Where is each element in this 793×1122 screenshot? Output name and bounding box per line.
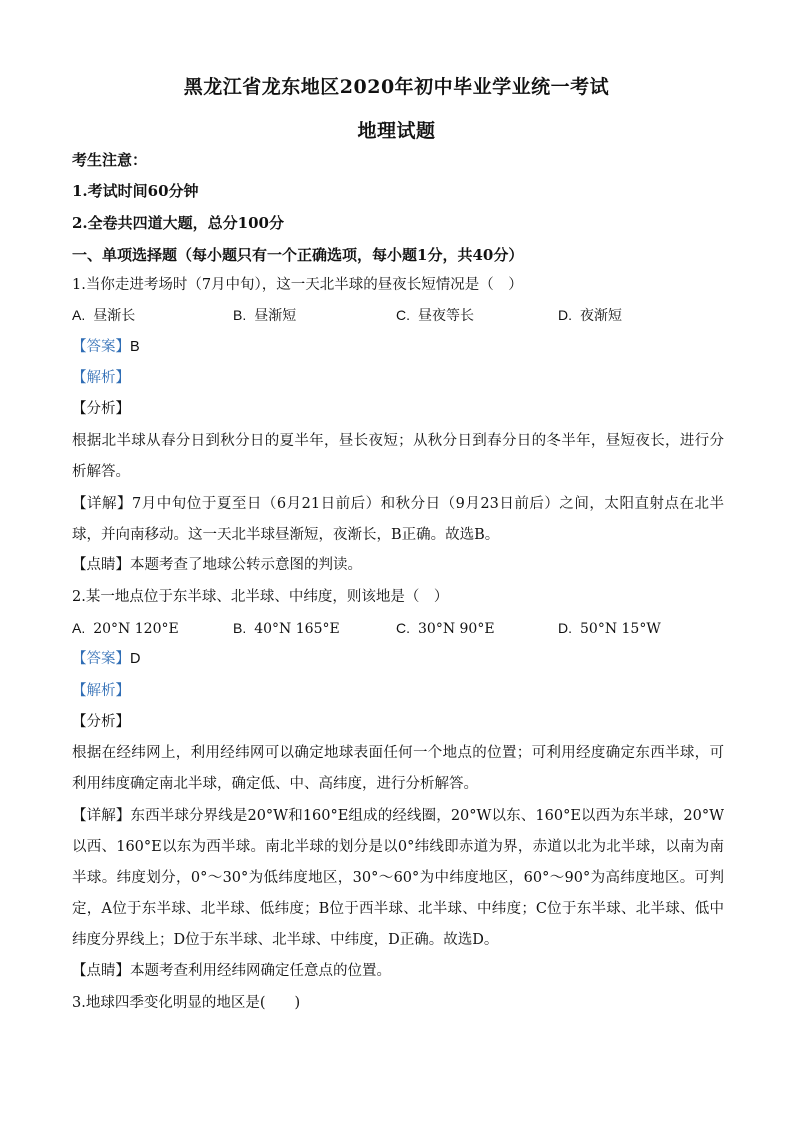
exam-subtitle: 地理试题 xyxy=(357,120,436,142)
q1-option-b: B. 昼渐短 xyxy=(233,307,297,324)
notice-item-1: 1.考试时间60分钟 xyxy=(72,182,199,200)
question-1-stem: 1.当你走进考场时（7月中旬），这一天北半球的昼夜长短情况是（ ） xyxy=(72,277,523,293)
q2-option-d: D. 50°N 15°W xyxy=(558,620,661,637)
answer-tag: 【答案】 xyxy=(72,651,130,667)
question-3-stem: 3.地球四季变化明显的地区是( ) xyxy=(72,995,301,1011)
q1-option-a: A. 昼渐长 xyxy=(72,307,136,324)
q2-fenxi-tag: 【分析】 xyxy=(72,714,130,730)
answer-value: B xyxy=(130,339,140,355)
q1-fenxi-tag: 【分析】 xyxy=(72,401,130,417)
q2-option-b: B. 40°N 165°E xyxy=(233,620,340,637)
q1-option-c: C. 昼夜等长 xyxy=(396,307,474,324)
q2-option-c: C. 30°N 90°E xyxy=(396,620,495,637)
q2-option-a: A. 20°N 120°E xyxy=(72,620,179,637)
exam-title: 黑龙江省龙东地区2020年初中毕业学业统一考试 xyxy=(183,76,610,98)
notice-heading: 考生注意： xyxy=(72,151,148,169)
q1-answer xyxy=(72,332,722,362)
q2-analysis-tag: 【解析】 xyxy=(72,683,130,699)
question-2-stem: 2.某一地点位于东半球、北半球、中纬度，则该地是（ ） xyxy=(72,589,449,605)
section-heading: 一、单项选择题（每小题只有一个正确选项，每小题1分，共40分） xyxy=(72,246,524,264)
q1-dianjing: 【点睛】本题考查了地球公转示意图的判读。 xyxy=(72,557,362,573)
q2-detail: 【详解】东西半球分界线是20°W和160°E组成的经线圈，20°W以东、160°E以西为东半球，20°W以西、160°E以东为西半球。南北半球的划分是以0°纬线即赤道为界，赤道以北为北半球，以南为南半球。纬度划分，0°～30°为低纬度地区，30°～60°为中纬度地区，60°～90°为高纬度地区。可判定，A位于东半球、北半球、低纬度；B位于西半球、北半球、中纬度；C位于东半球、北半球、低中纬度分界线上；D位于东半球、北半球、中纬度，D正确。故选D。 xyxy=(72,808,724,948)
question-2-options xyxy=(72,613,732,643)
q2-dianjing: 【点睛】本题考查利用经纬网确定任意点的位置。 xyxy=(72,963,391,979)
answer-tag: 【答案】 xyxy=(72,339,130,355)
question-1-options xyxy=(72,300,732,330)
q1-detail: 【详解】7月中旬位于夏至日（6月21日前后）和秋分日（9月23日前后）之间，太阳直射点在北半球，并向南移动。这一天北半球昼渐短，夜渐长，B正确。故选B。 xyxy=(72,496,725,543)
q2-answer xyxy=(72,644,722,674)
notice-item-2: 2.全卷共四道大题，总分100分 xyxy=(72,214,284,232)
q2-fenxi-text: 根据在经纬网上，利用经纬网可以确定地球表面任何一个地点的位置；可利用经度确定东西半球，可利用纬度确定南北半球，确定低、中、高纬度，进行分析解答。 xyxy=(72,745,724,792)
q1-fenxi-text: 根据北半球从春分日到秋分日的夏半年，昼长夜短；从秋分日到春分日的冬半年，昼短夜长，进行分析解答。 xyxy=(72,433,724,480)
q1-analysis-tag: 【解析】 xyxy=(72,370,130,386)
answer-value: D xyxy=(130,651,141,667)
q1-option-d: D. 夜渐短 xyxy=(558,307,622,324)
